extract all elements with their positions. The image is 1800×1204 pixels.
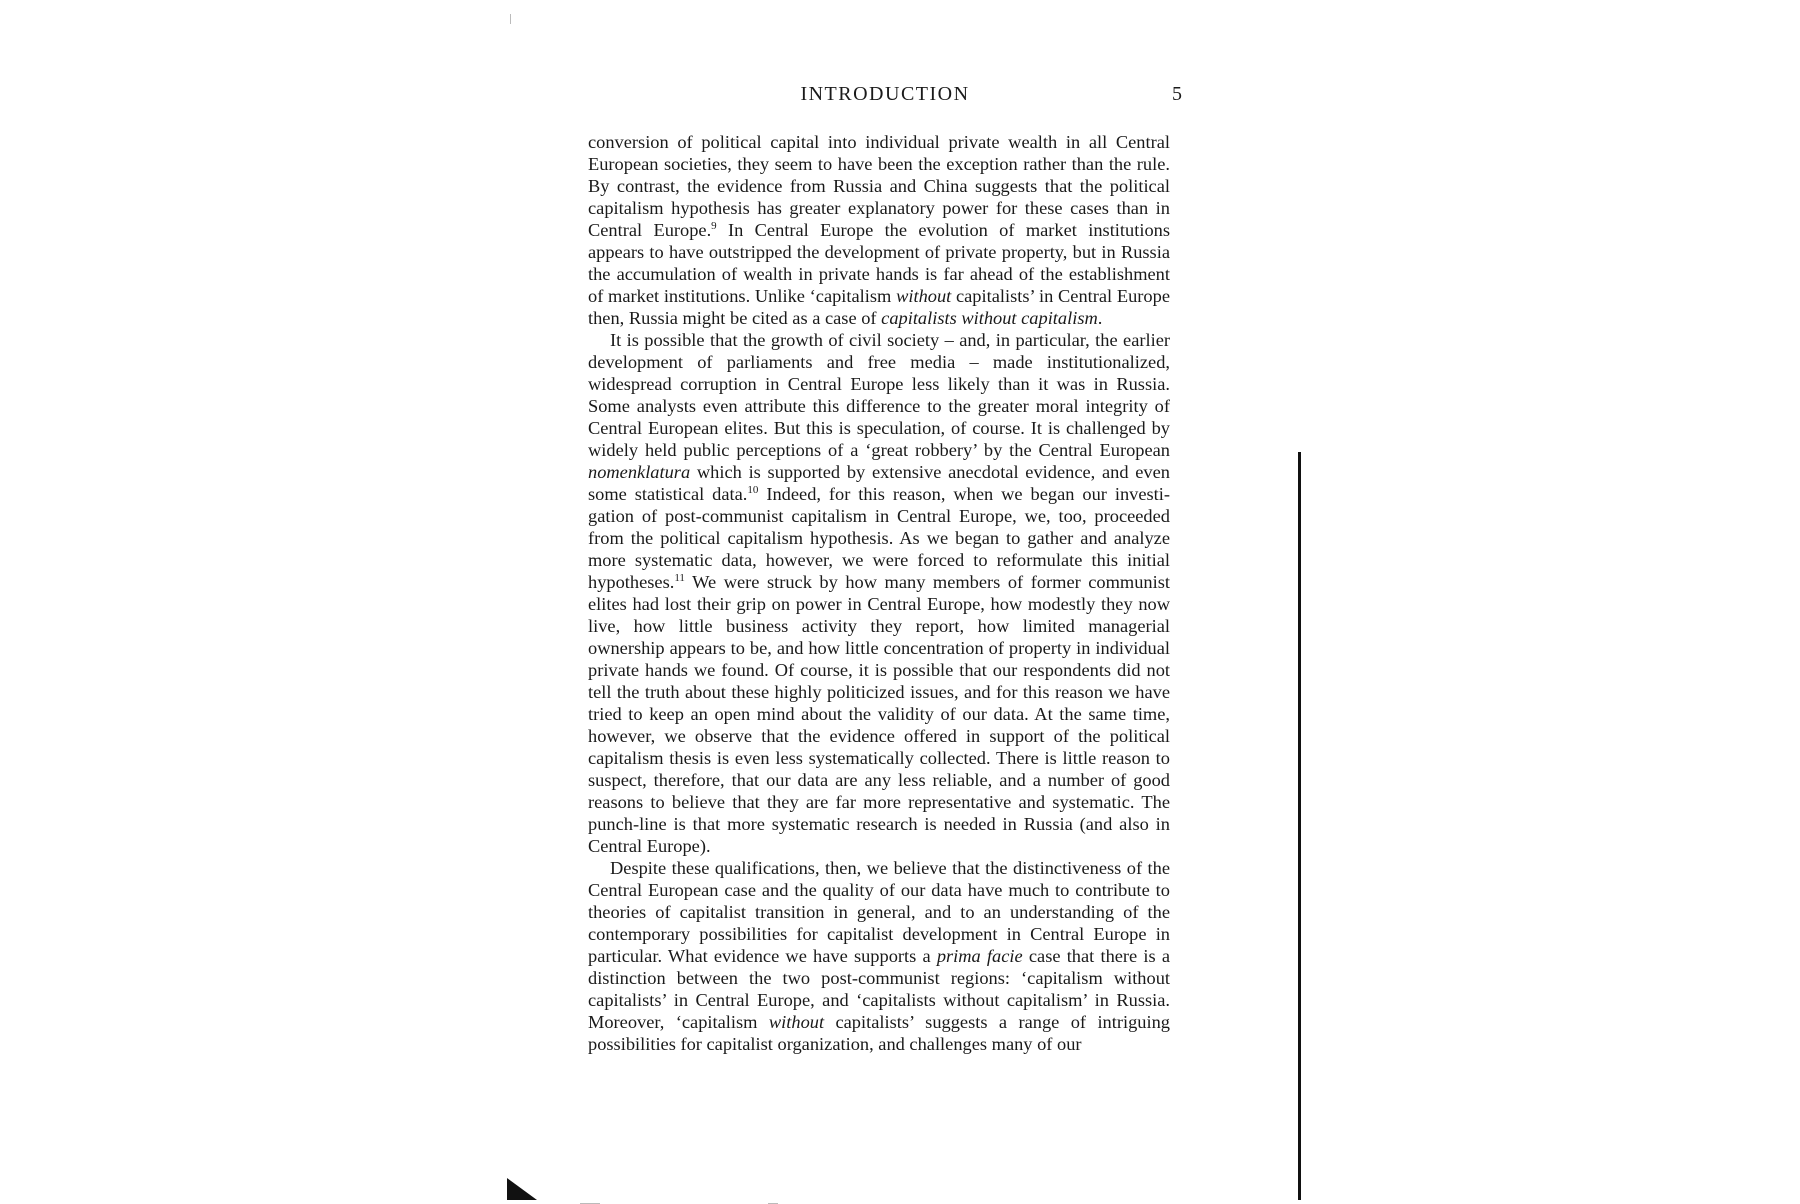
text-run: Despite these qualifications, then, we believe that the distinctiveness of the Central European case and the quality of our data have much to contribute to theories of capitalist transition in general, and to an understanding of the contemporary possibilities for capitalist development in Central Europe in particular. What evidence we have supports a [588, 858, 1170, 966]
scan-corner-mark [507, 1178, 537, 1200]
footnote-ref: 11 [674, 571, 685, 584]
text-run: It is possible that the growth of civil society – and, in particular, the earlier development of parliaments and free media – made institutionalized, widespread corruption in Central Europe less likely than it was in Russia. Some analysts even attribute this difference to the greater moral integrity of Central European elites. But this is speculation, of course. It is challenged by widely held public perceptions of a ‘great robbery’ by the Central European [588, 330, 1170, 460]
italic-text: without [768, 1012, 825, 1032]
italic-text: prima facie [936, 946, 1023, 966]
scan-edge-line [1298, 452, 1301, 1200]
footnote-ref: 10 [747, 483, 759, 496]
italic-text: nomenklatura [588, 462, 691, 482]
italic-text: capitalists without capitalism [881, 308, 1098, 328]
page-number: 5 [1172, 83, 1182, 105]
running-title: INTRODUCTION [800, 83, 970, 105]
text-run: capitalists’ in Central Europe then, Russia might be cited as a case of [588, 286, 1170, 328]
text-run: conversion of political capital into individual private wealth in all Central European societies, they seem to have been the exception rather than the rule. By contrast, the evidence from Russia and China suggests that the political capitalism hypothesis has greater explanatory power for these cases than in Central Europe. [588, 132, 1170, 240]
text-run: In Central Europe the evolution of market institutions appears to have outstripped the development of private property, but in Russia the accumulation of wealth in private hands is far ahead of the establishment of market institutions. Unlike ‘capitalism [588, 220, 1170, 306]
text-run: which is supported by extensive anecdotal evidence, and even some statistical data. [588, 462, 1170, 504]
body-text [588, 131, 1170, 1055]
text-run: Indeed, for this reason, when we began our investigation of post-communist capitalism in Central Europe, we, too, proceeded from the political capitalism hypothesis. As we began to gather and analyze more systematic data, however, we were forced to reformulate this initial hypotheses. [588, 484, 1171, 592]
paragraph [588, 329, 1170, 857]
text-run: . [1097, 308, 1103, 328]
text-run: capitalists’ suggests a range of intriguing possibilities for capitalist organization, and challenges many of our [588, 1012, 1170, 1054]
text-run: We were struck by how many members of former communist elites had lost their grip on power in Central Europe, how modestly they now live, how little business activity they report, how limited managerial ownership appears to be, and how little concentration of property in individual private hands we found. Of course, it is possible that our respondents did not tell the truth about these highly politicized issues, and for this reason we have tried to keep an open mind about the validity of our data. At the same time, however, we observe that the evidence offered in support of the political capitalism thesis is even less systematically collected. There is little reason to suspect, therefore, that our data are any less reliable, and a number of good reasons to believe that they are far more representative and systematic. The punch-line is that more systematic research is needed in Russia (and also in Central Europe). [588, 572, 1170, 856]
scan-speck [510, 14, 511, 24]
paragraph [588, 131, 1170, 329]
paragraph [588, 857, 1170, 1055]
text-run: case that there is a distinction between the two post-communist regions: ‘capitalism without capitalists’ in Central Europe, and ‘capitalists without capitalism’ in Russia. Moreover, ‘capitalism [588, 946, 1171, 1032]
footnote-ref: 9 [711, 219, 717, 232]
italic-text: without [896, 286, 952, 306]
running-header [588, 83, 1182, 113]
